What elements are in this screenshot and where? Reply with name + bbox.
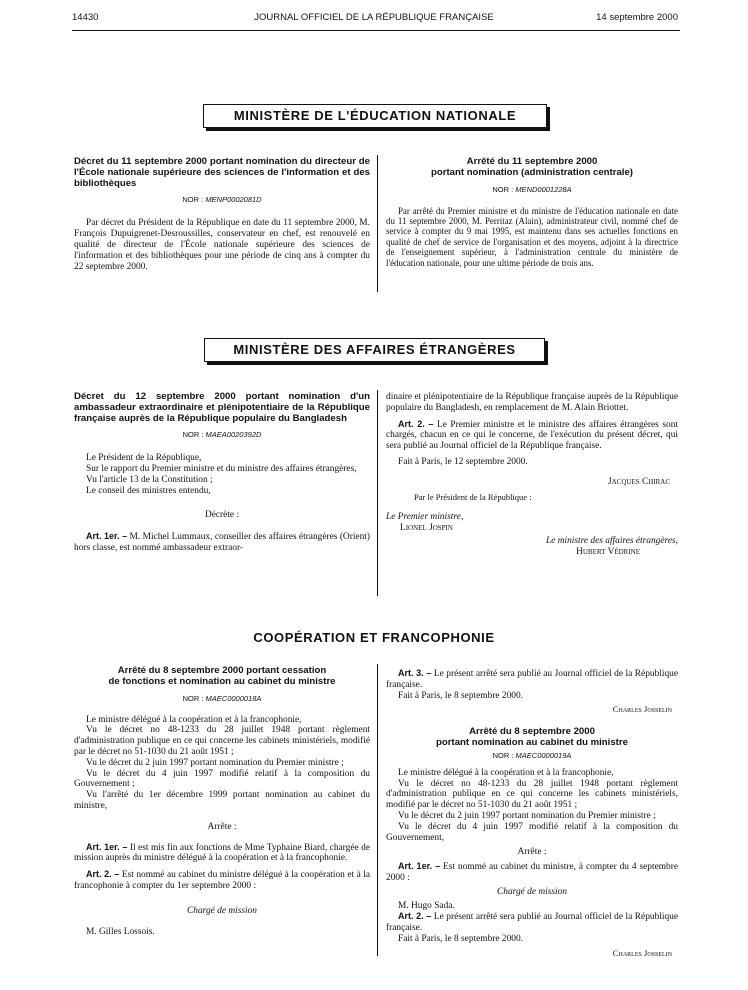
arrete-title-line1: Arrêté du 8 septembre 2000 portant cessation: [117, 665, 327, 676]
decree-body: Par décret du Président de la République en date du 11 septembre 2000, M. François Dupuigrenet-Desroussilles, conservateur en chef, est renouvelé en qualité de directeur de l'École nationale supérieure des sciences de l'information et des bibliothèques pour une période de cinq ans à compter du 22 septembre 2000.: [74, 218, 370, 272]
arrete-body: Par arrêté du Premier ministre et du ministre de l'éducation nationale en date du 11 septembre 2000, M. Perritaz (Alain), administrateur civil, nommé chef de service à compter du 9 mai 1995, est maintenu dans ses actuelles fonctions en qualité de chef de service de l'organisation et des moyens, adjoint à la directrice de l'enseignement supérieur, à l'administration centrale du ministère de l'éducation nationale, pour une ultime période de trois ans.: [386, 205, 678, 268]
appointee-name: M. Gilles Lossois.: [86, 926, 155, 937]
section-heading-cooperation: COOPÉRATION ET FRANCOPHONIE: [253, 630, 495, 645]
header-rule: [72, 30, 680, 31]
nor-line: NOR : MAEC0000019A: [492, 750, 572, 760]
decree-title: Décret du 11 septembre 2000 portant nomination du directeur de l'École nationale supérieure des sciences de l'information et des bibliothèques: [74, 156, 370, 189]
nor-line: NOR : MAEA0020392D: [182, 430, 262, 440]
role-label: Chargé de mission: [187, 905, 257, 916]
role-label: Chargé de mission: [497, 886, 567, 897]
preamble-minister: Le ministre délégué à la coopération et à la francophonie,: [398, 767, 614, 778]
journal-title: JOURNAL OFFICIEL DE LA RÉPUBLIQUE FRANÇAISE: [254, 12, 494, 23]
preamble-president: Le Président de la République,: [86, 453, 202, 464]
preamble-conseil: Le conseil des ministres entendu,: [86, 485, 211, 496]
column-divider: [377, 390, 378, 596]
arrete-cessation-left: [74, 666, 370, 937]
arrete-title-line2: de fonctions et nomination au cabinet du ministre: [108, 675, 336, 687]
ministry-box-foreign-affairs: MINISTÈRE DES AFFAIRES ÉTRANGÈRES: [204, 338, 545, 362]
nor-line: NOR : MENP0002081D: [182, 195, 262, 205]
by-president-label: Par le Président de la République :: [414, 491, 532, 502]
arrete-title-line1: Arrêté du 8 septembre 2000: [469, 726, 595, 738]
pm-title: Le Premier ministre,: [386, 512, 464, 523]
vu-decret-1948: Vu le décret no 48-1233 du 28 juillet 1948 portant règlement d'administration publique en ce qui concerne les cabinets ministériels, modifié par le décret no 51-1030 du 21 août 1951 ;: [74, 725, 370, 757]
signature-president: Jacques Chirac: [607, 476, 670, 487]
vu-decret-4-juin: Vu le décret du 4 juin 1997 modifié relatif à la composition du Gouvernement ;: [74, 768, 370, 790]
vu-decret-2-juin: Vu le décret du 2 juin 1997 portant nomination du Premier ministre ;: [86, 757, 344, 768]
article-1: Art. 1er. – Il est mis fin aux fonctions de Mme Typhaine Biard, chargée de mission auprès du ministre délégué à la coopération et à la francophonie.: [74, 841, 370, 864]
decree-foreign-left: [74, 392, 370, 554]
nor-line: NOR : MAEC0000018A: [182, 693, 262, 703]
appointee-name: M. Hugo Sada.: [398, 900, 455, 911]
pm-name: Lionel Jospin: [400, 523, 453, 534]
arrete-label: Arrête :: [517, 847, 547, 858]
article-2: Art. 2. – Le présent arrêté sera publié au Journal officiel de la République française.: [386, 911, 679, 934]
article-2: Art. 2. – Le Premier ministre et le ministre des affaires étrangères sont chargés, chacun en ce qui le concerne, de l'exécution du présent décret, qui sera publié au Journal officiel de la République française.: [386, 418, 678, 452]
ministry-box-education: MINISTÈRE DE L'ÉDUCATION NATIONALE: [203, 104, 547, 128]
preamble-minister: Le ministre délégué à la coopération et à la francophonie,: [86, 714, 302, 725]
signature-minister: Charles Josselin: [612, 947, 672, 958]
nor-line: NOR : MEND0001228A: [492, 184, 572, 194]
vu-decret-1948: Vu le décret no 48-1233 du 28 juillet 1948 portant règlement d'administration publique en ce qui concerne les cabinets ministériels, modifié par le décret no 51-1030 du 21 août 1951 ;: [386, 778, 678, 811]
arrete-education-right: [386, 157, 678, 268]
issue-date: 14 septembre 2000: [596, 12, 678, 23]
arrete-label: Arrête :: [207, 821, 237, 832]
arrete-nomination-right: [386, 668, 678, 959]
vu-decret-4-juin: Vu le décret du 4 juin 1997 modifié relatif à la composition du Gouvernement,: [386, 821, 678, 843]
signature-place-date: Fait à Paris, le 12 septembre 2000.: [398, 456, 528, 467]
minister-name: Hubert Védrine: [576, 546, 640, 557]
column-divider: [377, 155, 378, 292]
article-2: Art. 2. – Est nommé au cabinet du ministre délégué à la coopération et à la francophonie à compter du 1er septembre 2000 :: [74, 869, 371, 891]
preamble-constitution: Vu l'article 13 de la Constitution ;: [86, 474, 213, 485]
decrete-label: Décrète :: [204, 509, 240, 520]
minister-title: Le ministre des affaires étrangères,: [545, 535, 678, 546]
signature-place-date: Fait à Paris, le 8 septembre 2000.: [398, 690, 523, 701]
article-1: Art. 1er. – Est nommé au cabinet du ministre, à compter du 4 septembre 2000 :: [386, 861, 678, 883]
page-number: 14430: [72, 12, 99, 23]
column-divider: [377, 664, 378, 956]
decree-foreign-right: [386, 392, 678, 558]
article-1: Art. 1er. – M. Michel Lummaux, conseiller des affaires étrangères (Orient) hors classe, est nommé ambassadeur extraor-: [74, 531, 371, 554]
article-3: Art. 3. – Le présent arrêté sera publié au Journal officiel de la République française.: [386, 668, 679, 690]
preamble-rapport: Sur le rapport du Premier ministre et du ministre des affaires étrangères,: [86, 464, 357, 475]
vu-arrete-1999: Vu l'arrêté du 1er décembre 1999 portant nomination au cabinet du ministre,: [74, 790, 370, 811]
vu-decret-2-juin: Vu le décret du 2 juin 1997 portant nomination du Premier ministre ;: [398, 810, 656, 821]
arrete-title-line2: portant nomination au cabinet du ministre: [436, 736, 628, 748]
arrete-title-line1: Arrêté du 11 septembre 2000: [466, 156, 598, 167]
signature-minister: Charles Josselin: [612, 704, 672, 715]
decree-title: Décret du 12 septembre 2000 portant nomination d'un ambassadeur extraordinaire et plénipotentiaire de la République française auprès de la République populaire du Bangladesh: [74, 391, 370, 424]
arrete-title-line2: portant nomination (administration centrale): [430, 166, 633, 178]
article-1-continued: dinaire et plénipotentiaire de la République française auprès de la République populaire du Bangladesh, en remplacement de M. Alain Briottet.: [386, 392, 678, 413]
decree-education-left: [74, 157, 370, 272]
signature-place-date: Fait à Paris, le 8 septembre 2000.: [398, 933, 523, 944]
